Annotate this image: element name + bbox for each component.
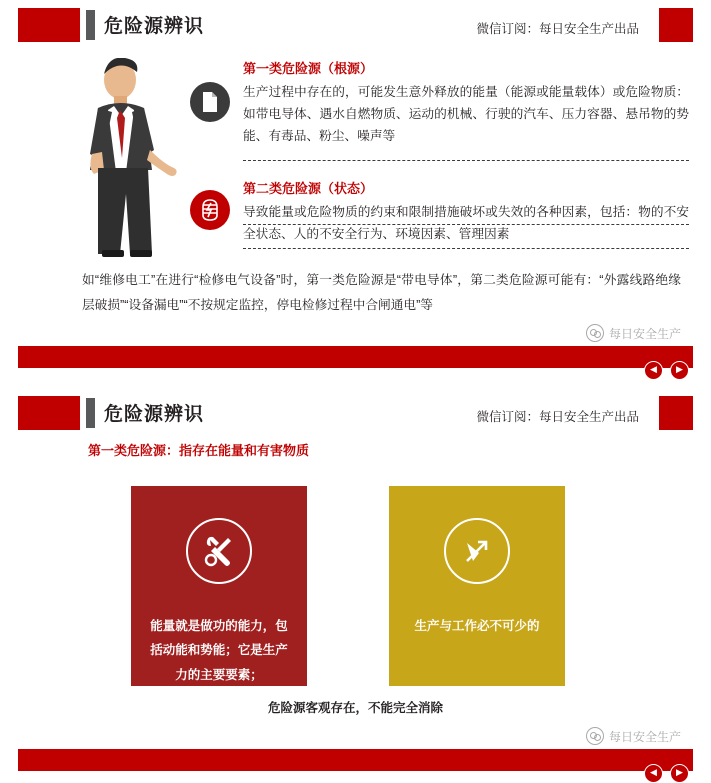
slide-two-nav[interactable] bbox=[644, 764, 689, 783]
watermark-one bbox=[586, 324, 681, 342]
prev-button-2[interactable]: ◀ bbox=[644, 764, 663, 783]
watermark-two bbox=[586, 727, 681, 745]
hazard-arrow-icon bbox=[444, 518, 510, 584]
category-one-body: 生产过程中存在的，可能发生意外释放的能量（能源或能量载体）或危险物质：如带电导体、遇水自燃物质、运动的机械、行驶的汽车、压力容器、悬吊物的势能、有毒品、粉尘、噪声等 bbox=[243, 85, 689, 143]
slide-divider bbox=[0, 380, 711, 388]
next-button[interactable]: ▶ bbox=[670, 361, 689, 380]
watermark-two-text: 每日安全生产 bbox=[608, 729, 681, 744]
slide-one-nav[interactable] bbox=[644, 361, 689, 380]
electric-hazard-icon bbox=[190, 190, 230, 230]
header-left-block bbox=[18, 8, 80, 42]
underline-two bbox=[243, 224, 689, 225]
underline-three bbox=[243, 248, 689, 249]
header-accent-bar-2 bbox=[86, 398, 95, 428]
category-two-title: 第二类危险源（状态） bbox=[243, 181, 374, 196]
example-paragraph: 如“维修电工”在进行“检修电气设备”时，第一类危险源是“带电导体”，第二类危险源可能有：“外露线路绝缘层破损”“设备漏电”“不按规定监控，停电检修过程中合闸通电”等 bbox=[82, 273, 681, 313]
category-two-body: 导致能量或危险物质的约束和限制措施破坏或失效的各种因素，包括：物的不安全状态、人的不安全行为、环境因素、管理因素 bbox=[243, 205, 689, 241]
document-icon bbox=[190, 82, 230, 122]
tools-icon bbox=[186, 518, 252, 584]
watermark-one-text: 每日安全生产 bbox=[608, 326, 681, 341]
slide-two bbox=[0, 388, 711, 783]
header-accent-bar bbox=[86, 10, 95, 40]
wechat-icon bbox=[586, 324, 604, 342]
slide-two-footer bbox=[18, 749, 693, 771]
slide-two-header bbox=[0, 388, 711, 440]
prev-button[interactable]: ◀ bbox=[644, 361, 663, 380]
footer-note: 危险源客观存在，不能完全消除 bbox=[267, 701, 443, 715]
card-energy-text: 能量就是做功的能力，包括动能和势能；它是生产力的主要要素； bbox=[150, 619, 288, 682]
subscribe-text-2: 微信订阅：每日安全生产出品 bbox=[476, 410, 639, 424]
slide-one-footer bbox=[18, 346, 693, 368]
subscribe-text: 微信订阅：每日安全生产出品 bbox=[476, 22, 639, 36]
category-one bbox=[243, 58, 689, 148]
slide-one bbox=[0, 0, 711, 380]
businessman-illustration bbox=[68, 58, 188, 258]
category-two bbox=[243, 178, 689, 246]
card-production bbox=[389, 486, 565, 686]
page-title: 危险源辨识 bbox=[104, 16, 205, 37]
category-one-title: 第一类危险源（根源） bbox=[243, 61, 374, 76]
card-production-text: 生产与工作必不可少的 bbox=[414, 619, 540, 633]
header-right-block bbox=[659, 8, 693, 42]
underline-one bbox=[243, 160, 689, 161]
lead-text: 第一类危险源：指存在能量和有害物质 bbox=[88, 443, 310, 458]
wechat-icon-2 bbox=[586, 727, 604, 745]
page-title-2: 危险源辨识 bbox=[104, 404, 205, 425]
header-right-block-2 bbox=[659, 396, 693, 430]
header-left-block-2 bbox=[18, 396, 80, 430]
next-button-2[interactable]: ▶ bbox=[670, 764, 689, 783]
card-energy bbox=[131, 486, 307, 686]
slide-one-header bbox=[0, 0, 711, 52]
